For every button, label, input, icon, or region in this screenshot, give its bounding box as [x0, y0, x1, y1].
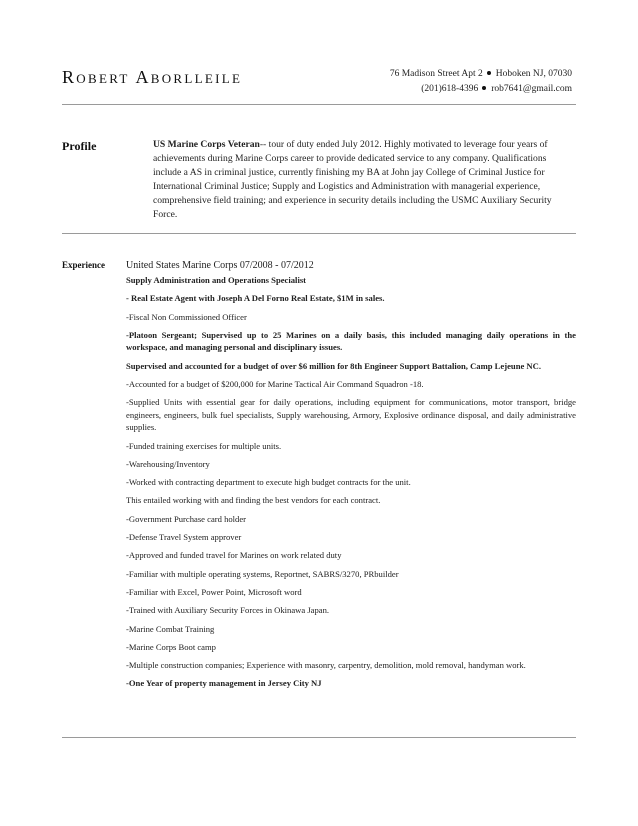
experience-item: This entailed working with and finding the best vendors for each contract. [126, 495, 381, 506]
profile-body: -- tour of duty ended July 2012. Highly motivated to leverage four years of achievements during Marine Corps career to provide dedicated service to any company. Qualifications include a AS in criminal justice, currently finishing my BA at John jay College of Criminal Justice for International Criminal Justice; Supply and Logistics and Administration with managerial experience, comprehensive field training; and experience in security details including the USMC Auxiliary Security Force. [153, 139, 552, 220]
experience-item: -Approved and funded travel for Marines on work related duty [126, 550, 342, 561]
profile-lead: US Marine Corps Veteran [153, 139, 260, 150]
experience-item: -Warehousing/Inventory [126, 458, 210, 469]
bullet-dot-icon [487, 71, 491, 75]
experience-item: -Fiscal Non Commissioned Officer [126, 311, 247, 322]
experience-item: -Marine Corps Boot camp [126, 641, 216, 652]
experience-list [126, 259, 576, 696]
bullet-dot-icon [482, 86, 486, 90]
address-street: 76 Madison Street Apt 2 [389, 69, 483, 79]
experience-item: -Funded training exercises for multiple units. [126, 440, 282, 451]
contact-block [332, 67, 572, 97]
experience-item: -Defense Travel System approver [126, 532, 242, 543]
profile-divider [62, 233, 576, 234]
experience-item: Supply Administration and Operations Specialist [126, 275, 307, 285]
experience-item: -One Year of property management in Jersey City NJ [126, 678, 322, 689]
experience-item: -Worked with contracting department to execute high budget contracts for the unit. [126, 477, 411, 488]
experience-item: -Multiple construction companies; Experience with masonry, carpentry, demolition, mold removal, handyman work. [126, 660, 526, 671]
applicant-name: Robert Aborlleile [62, 67, 243, 87]
experience-item: -Marine Combat Training [126, 623, 215, 634]
experience-item: -Government Purchase card holder [126, 513, 247, 524]
experience-item: -Platoon Sergeant; Supervised up to 25 Marines on a daily basis, this included managing daily operations in the workspace, and managing personal and disciplinary issues. [126, 329, 576, 353]
address-line [332, 67, 572, 82]
experience-item: -Trained with Auxiliary Security Forces in Okinawa Japan. [126, 605, 330, 616]
experience-heading: Experience [62, 260, 105, 270]
profile-summary [153, 138, 576, 222]
profile-heading: Profile [62, 139, 97, 153]
experience-item: -Accounted for a budget of $200,000 for Marine Tactical Air Command Squadron -18. [126, 378, 424, 389]
footer-divider [62, 737, 576, 738]
phone-email-line [332, 82, 572, 97]
experience-item: Supervised and accounted for a budget of over $6 million for 8th Engineer Support Battalion, Camp Lejeune NC. [126, 360, 541, 371]
email-address: rob7641@gmail.com [491, 84, 572, 94]
experience-item: - Real Estate Agent with Joseph A Del Forno Real Estate, $1M in sales. [126, 293, 385, 304]
experience-item: -Familiar with multiple operating systems, Reportnet, SABRS/3270, PRbuilder [126, 568, 399, 579]
experience-item: -Supplied Units with essential gear for daily operations, including equipment for communications, motor transport, bridge engineers, engineers, bulk fuel specialists, Supply warehousing, Armory, Explosive ordinance disposal, and daily administrative supplies. [126, 397, 576, 433]
experience-item: United States Marine Corps 07/2008 - 07/2012 [126, 260, 314, 271]
experience-item: -Familiar with Excel, Power Point, Microsoft word [126, 586, 302, 597]
phone-number: (201)618-4396 [421, 84, 479, 94]
header-divider [62, 104, 576, 105]
address-city: Hoboken NJ, 07030 [495, 69, 572, 79]
